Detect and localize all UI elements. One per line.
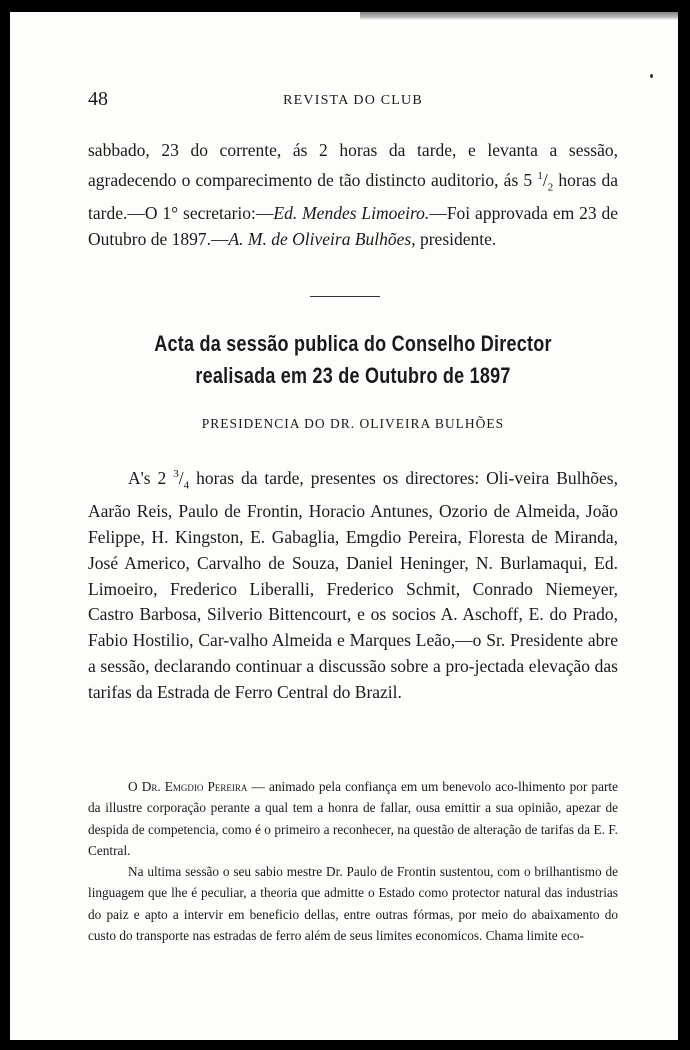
book-page [10, 12, 678, 1040]
closing-paragraph: sabbado, 23 do corrente, ás 2 horas da tarde, e levanta a sessão, agradecendo o comparecimento de tão distincto auditorio, ás 5 $^1/_2$ horas da tarde.—O 1° secretario:—Ed. Mendes Limoeiro.—Foi approvada em 23 de Outubro de 1897.—A. M. de Oliveira Bulhões, presidente. [88, 140, 619, 250]
speech-paragraph-2: Na ultima sessão o seu sabio mestre Dr. Paulo de Frontin sustentou, com o brilhantismo de linguagem que lhe é peculiar, a theoria que admitte o Estado como protector natural das industrias do paiz e apto a intervir em beneficio dellas, entre outras fórmas, por meio do abaixamento do custo do transporte nas estradas de ferro além de seus limites economicos. Chama limite eco- [88, 864, 618, 943]
scan-edge-shadow [360, 12, 678, 20]
section-heading: Acta da sessão publica do Conselho Director realisada em 23 de Outubro de 1897 [154, 331, 552, 388]
president-name: A. M. de Oliveira Bulhões, [228, 229, 416, 250]
speech-paragraph-1: O Dr. Emgdio Pereira — animado pela confiança em um benevolo aco-lhimento por parte da illustre corporação perante a qual tem a honra de fallar, ousa emittir a sua opinião, apezar de despida de competencia, como é o primeiro a reconhecer, na questão de alteração de tarifas da E. F. Central. [88, 779, 618, 858]
page-header [88, 88, 618, 114]
scan-speck [650, 74, 653, 78]
presidency-line: PRESIDENCIA DO DR. OLIVEIRA BULHÕES [201, 416, 505, 431]
speaker-name: O Dr. Emgdio Pereira [128, 779, 248, 794]
secretary-name: Ed. Mendes Limoeiro. [273, 203, 430, 224]
section-divider [310, 296, 380, 297]
running-title: REVISTA DO CLUB [283, 93, 423, 108]
minutes-paragraph: A's 2 $^3/_4$ horas da tarde, presentes os directores: Oli-veira Bulhões, Aarão Reis, Paulo de Frontin, Horacio Antunes, Ozorio de Almeida, João Felippe, H. Kingston, E. Gabaglia, Emgdio Pereira, Floresta de Miranda, José Americo, Carvalho de Souza, Daniel Heninger, N. Burlamaqui, Ed. Limoeiro, Frederico Liberalli, Frederico Schmit, Conrado Niemeyer, Castro Barbosa, Silverio Bittencourt, e os socios A. Aschoff, E. do Prado, Fabio Hostilio, Car-valho Almeida e Marques Leão,—o Sr. Presidente abre a sessão, declarando continuar a discussão sobre a pro-jectada elevação das tarifas da Estrada de Ferro Central do Brazil. [88, 467, 618, 702]
page-number: 48 [88, 88, 108, 110]
